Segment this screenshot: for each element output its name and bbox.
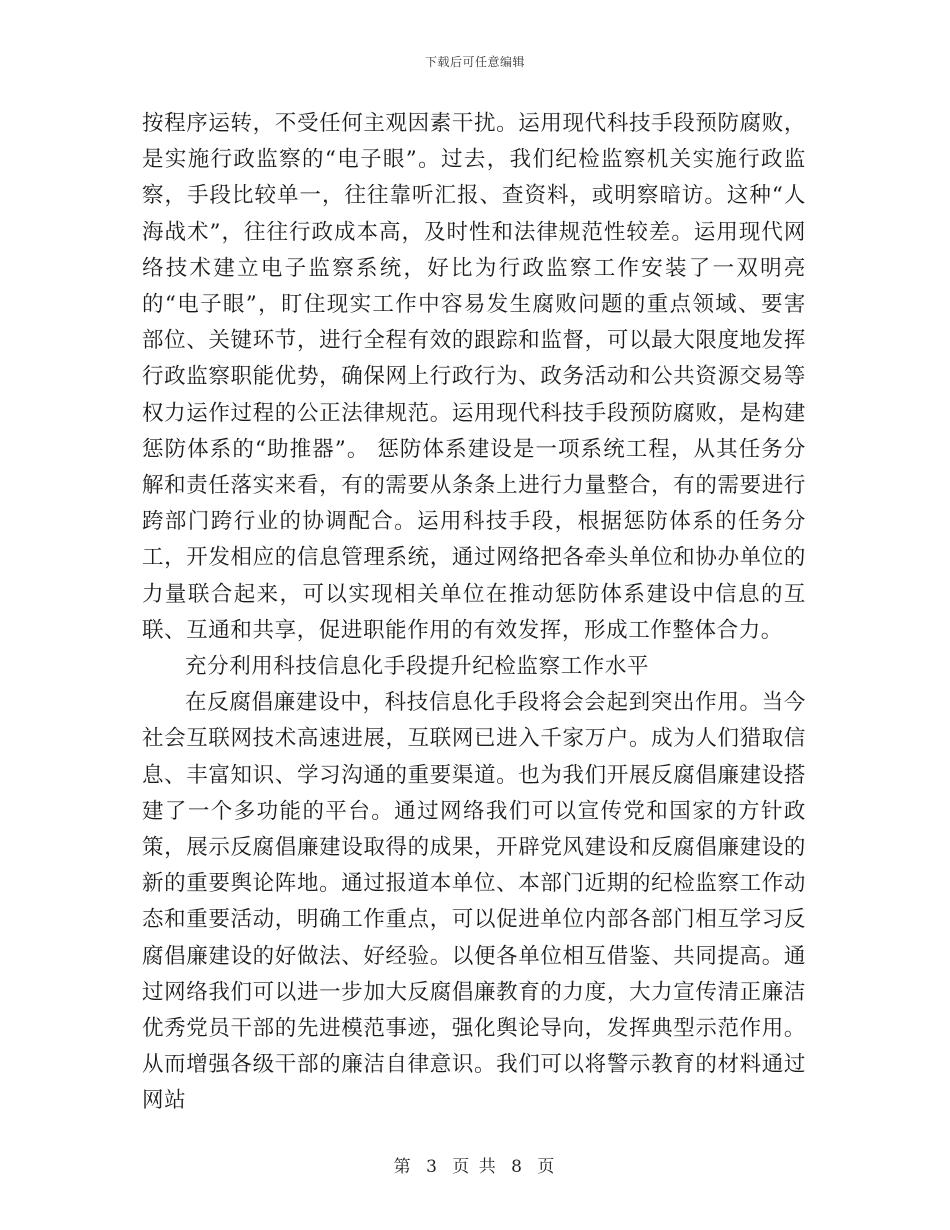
- footer-prefix: 第: [393, 1157, 413, 1177]
- paragraph-continued: 按程序运转，不受任何主观因素干扰。运用现代科技手段预防腐败，是实施行政监察的“电子眼”。过去，我们纪检监察机关实施行政监察，手段比较单一，往往靠听汇报、查资料，或明察暗访。这种“人海战术”，往往行政成本高，及时性和法律规范性较差。运用现代网络技术建立电子监察系统，好比为行政监察工作安装了一双明亮的“电子眼”，盯住现实工作中容易发生腐败问题的重点领域、要害部位、关键环节，进行全程有效的跟踪和监督，可以最大限度地发挥行政监察职能优势，确保网上行政行为、政务活动和公共资源交易等权力运作过程的公正法律规范。运用现代科技手段预防腐败，是构建惩防体系的“助推器”。 惩防体系建设是一项系统工程，从其任务分解和责任落实来看，有的需要从条条上进行力量整合，有的需要进行跨部门跨行业的协调配合。运用科技手段，根据惩防体系的任务分工，开发相应的信息管理系统，通过网络把各牵头单位和协办单位的力量联合起来，可以实现相关单位在推动惩防体系建设中信息的互联、互通和共享，促进职能作用的有效发挥，形成工作整体合力。: [142, 111, 806, 643]
- total-page-count: 8: [511, 1157, 524, 1177]
- section-heading: 充分利用科技信息化手段提升纪检监察工作水平: [185, 654, 650, 680]
- document-body: [142, 106, 806, 1120]
- page-header: 下载后可任意编辑: [424, 55, 525, 69]
- page-footer: [0, 1152, 950, 1177]
- footer-middle: 页 共: [452, 1157, 498, 1177]
- paragraph: 在反腐倡廉建设中，科技信息化手段将会会起到突出作用。当今社会互联网技术高速进展，互联网已进入千家万户。成为人们猎取信息、丰富知识、学习沟通的重要渠道。也为我们开展反腐倡廉建设搭建了一个多功能的平台。通过网络我们可以宣传党和国家的方针政策，展示反腐倡廉建设取得的成果，开辟党风建设和反腐倡廉建设的新的重要舆论阵地。通过报道本单位、本部门近期的纪检监察工作动态和重要活动，明确工作重点，可以促进单位内部各部门相互学习反腐倡廉建设的好做法、好经验。以便各单位相互借鉴、共同提高。通过网络我们可以进一步加大反腐倡廉教育的力度，大力宣传清正廉洁优秀党员干部的先进模范事迹，强化舆论导向，发挥典型示范作用。从而增强各级干部的廉洁自律意识。我们可以将警示教育的材料通过网站: [142, 690, 806, 1114]
- current-page-number: 3: [426, 1157, 439, 1177]
- footer-suffix: 页: [537, 1157, 557, 1177]
